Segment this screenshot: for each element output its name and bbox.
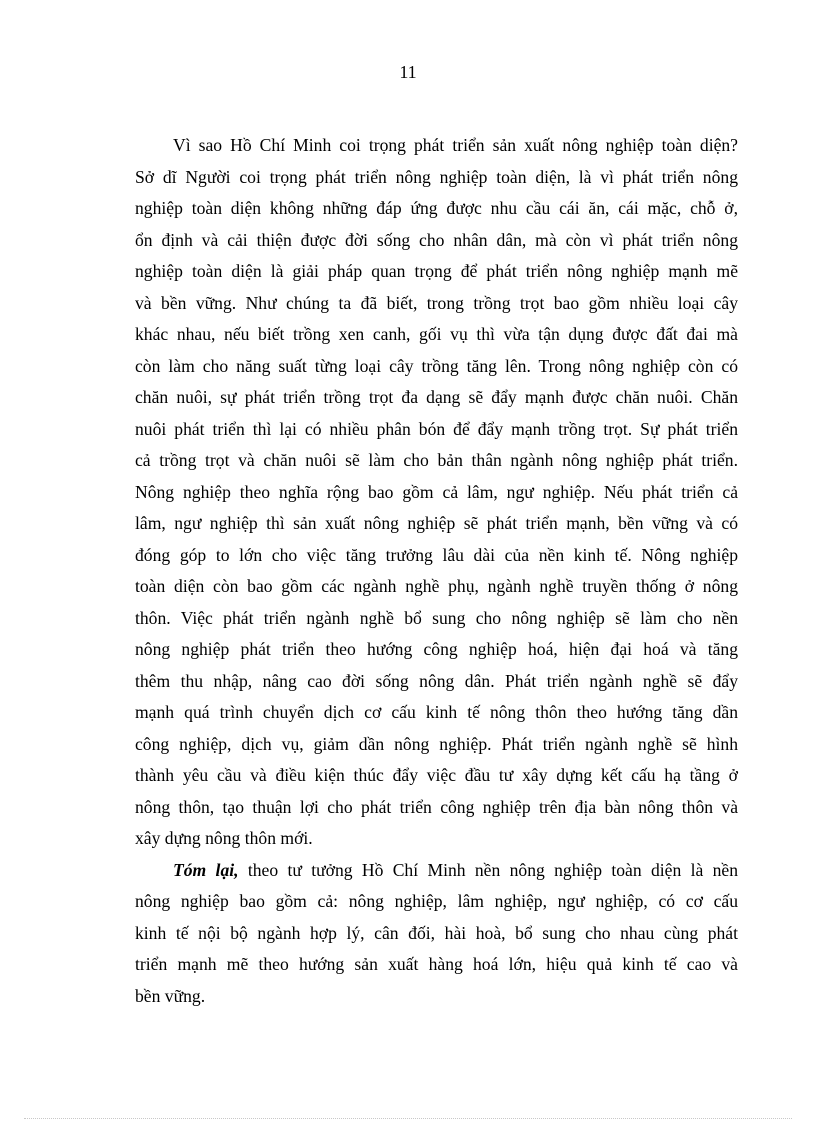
text-line: còn làm cho năng suất từng loại cây trồng tăng lên. Trong nông nghiệp còn có: [135, 355, 738, 376]
text-line: khác nhau, nếu biết trồng xen canh, gối vụ thì vừa tận dụng được đất đai mà: [135, 324, 738, 344]
paragraph-1: [135, 130, 738, 855]
text-line: nông nghiệp phát triển theo hướng công nghiệp hoá, hiện đại hoá và tăng: [135, 639, 738, 659]
text-line: thành yêu cầu và điều kiện thúc đẩy việc đầu tư xây dựng kết cấu hạ tầng ở: [135, 765, 738, 785]
text-line: thôn. Việc phát triển ngành nghề bổ sung cho nông nghiệp sẽ làm cho nền: [135, 607, 738, 628]
text-line: kinh tế nội bộ ngành hợp lý, cân đối, hài hoà, bổ sung cho nhau cùng phát: [135, 922, 738, 943]
text-line: và bền vững. Như chúng ta đã biết, trong trồng trọt bao gồm nhiều loại cây: [135, 292, 738, 313]
lead-in-rest: theo tư tưởng Hồ Chí Minh nền nông nghiệp toàn diện là nền: [238, 859, 738, 880]
text-line: toàn diện còn bao gồm các ngành nghề phụ, ngành nghề truyền thống ở nông: [135, 576, 738, 596]
lead-in-phrase: Tóm lại,: [173, 859, 239, 880]
text-line: công nghiệp, dịch vụ, giảm dần nông nghiệp. Phát triển ngành nghề sẽ hình: [135, 733, 738, 754]
text-line: thêm thu nhập, nâng cao đời sống nông dân. Phát triển ngành nghề sẽ đẩy: [135, 670, 738, 691]
text-line: Sở dĩ Người coi trọng phát triển nông nghiệp toàn diện, là vì phát triển nông: [135, 166, 738, 187]
text-line: [135, 855, 738, 887]
text-line: Nông nghiệp theo nghĩa rộng bao gồm cả lâm, ngư nghiệp. Nếu phát triển cả: [135, 481, 738, 502]
page-number: 11: [399, 62, 417, 82]
text-line: Vì sao Hồ Chí Minh coi trọng phát triển sản xuất nông nghiệp toàn diện?: [173, 135, 738, 155]
text-line: nghiệp toàn diện là giải pháp quan trọng để phát triển nông nghiệp mạnh mẽ: [135, 261, 738, 281]
document-body: [135, 130, 738, 1012]
text-line: mạnh quá trình chuyển dịch cơ cấu kinh tế nông thôn theo hướng tăng dần: [135, 702, 738, 722]
text-line: nuôi phát triển thì lại có nhiều phân bón để đẩy mạnh trồng trọt. Sự phát triển: [135, 418, 738, 439]
text-line: lâm, ngư nghiệp thì sản xuất nông nghiệp sẽ phát triển mạnh, bền vững và có: [135, 513, 738, 533]
text-line: bền vững.: [135, 985, 206, 1006]
text-line: nông thôn, tạo thuận lợi cho phát triển công nghiệp trên địa bàn nông thôn và: [135, 796, 738, 817]
page-bottom-border: [24, 1118, 792, 1119]
text-line: chăn nuôi, sự phát triển trồng trọt đa dạng sẽ đẩy mạnh được chăn nuôi. Chăn: [135, 387, 738, 407]
text-line: ổn định và cải thiện được đời sống cho nhân dân, mà còn vì phát triển nông: [135, 229, 738, 250]
text-line: triển mạnh mẽ theo hướng sản xuất hàng hoá lớn, hiệu quả kinh tế cao và: [135, 954, 738, 974]
text-line: nông nghiệp bao gồm cả: nông nghiệp, lâm nghiệp, ngư nghiệp, có cơ cấu: [135, 891, 738, 911]
paragraph-2: [135, 855, 738, 1013]
text-line: đóng góp to lớn cho việc tăng trưởng lâu dài của nền kinh tế. Nông nghiệp: [135, 544, 738, 565]
text-line: cả trồng trọt và chăn nuôi sẽ làm cho bản thân ngành nông nghiệp phát triển.: [135, 450, 738, 470]
text-line: xây dựng nông thôn mới.: [135, 828, 313, 848]
text-line: nghiệp toàn diện không những đáp ứng được nhu cầu cái ăn, cái mặc, chỗ ở,: [135, 198, 738, 218]
